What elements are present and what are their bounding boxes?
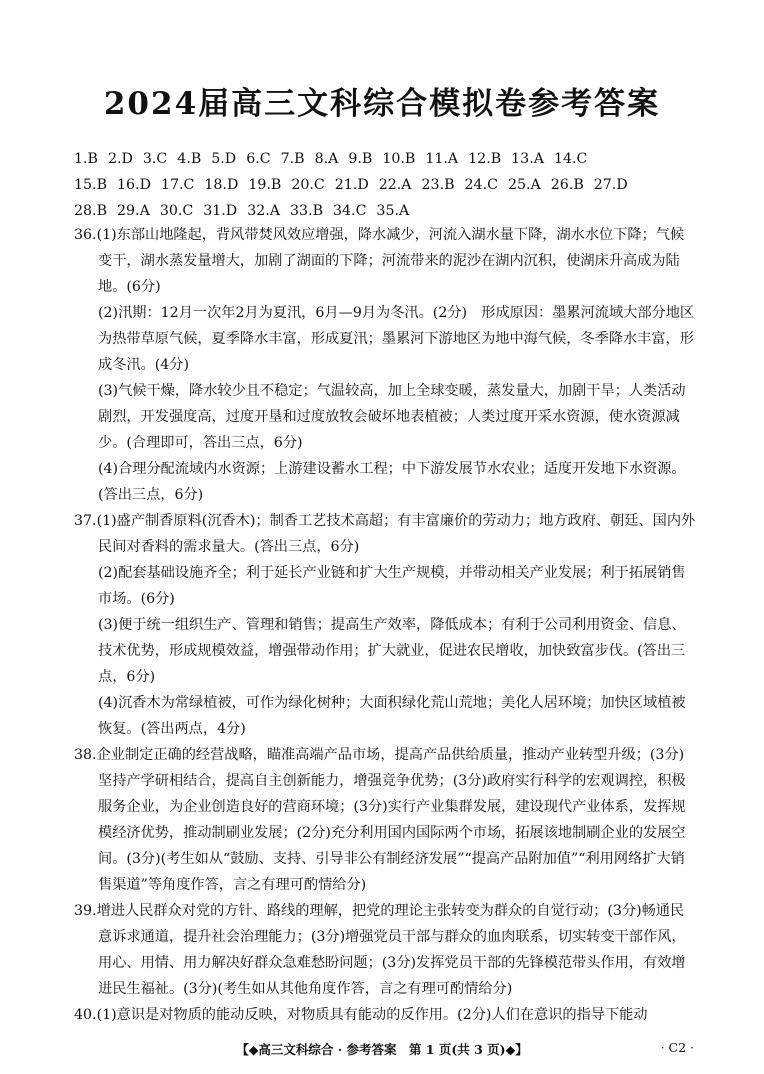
answer-item: 31.D: [203, 203, 238, 219]
answer-item: 12.B: [468, 151, 502, 167]
answer-item: 14.C: [553, 151, 588, 167]
answer-row: [74, 172, 714, 198]
answer-text: (1)盛产制香原料(沉香木)；制香工艺技术高超；有丰富廉价的劳动力；地方政府、朝廷、国内外民间对香料的需求量大。(答出三点，6分): [96, 513, 696, 555]
answer-item: 17.C: [160, 177, 195, 193]
answer-item: 22.A: [378, 177, 412, 193]
question-number: 39.: [74, 903, 97, 919]
question-answer: [74, 1002, 696, 1028]
question-answer: [74, 742, 696, 898]
answer-text: (1)意识是对物质的能动反映，对物质具有能动的反作用。(2分)人们在意识的指导下能动: [96, 1007, 648, 1023]
answer-text: (4)沉香木为常绿植被，可作为绿化树种；大面积绿化荒山荒地；美化人居环境；加快区域植被恢复。(答出两点，4分): [98, 695, 686, 737]
question-first-paragraph: [74, 898, 696, 1002]
answer-item: 25.A: [507, 177, 541, 193]
answer-item: 23.B: [421, 177, 455, 193]
answer-item: 11.A: [425, 151, 459, 167]
footer-text: 【◆高三文科综合 · 参考答案 第 1 页(共 3 页)◆】: [236, 1042, 528, 1057]
question-answer: [74, 898, 696, 1002]
answer-item: 2.D: [107, 151, 133, 167]
question-first-paragraph: [74, 1002, 696, 1028]
answer-text: (2)配套基础设施齐全；利于延长产业链和扩大生产规模，并带动相关产业发展；利于拓展销售市场。(6分): [98, 565, 686, 607]
answer-item: 32.A: [247, 203, 280, 219]
answer-text: (4)合理分配流域内水资源；上游建设蓄水工程；中下游发展节水农业；适度开发地下水资源。(答出三点，6分): [98, 461, 686, 503]
answer-row: [74, 198, 714, 224]
question-answer: [74, 222, 696, 508]
page-code: · C2 ·: [660, 1040, 694, 1055]
answer-item: 28.B: [74, 203, 107, 219]
page-footer: [0, 1040, 764, 1058]
question-number: 40.: [74, 1007, 97, 1023]
answer-item: 18.D: [204, 177, 239, 193]
answer-item: 16.D: [117, 177, 151, 193]
answer-item: 30.C: [159, 203, 194, 219]
answer-item: 33.B: [290, 203, 323, 219]
answer-item: 13.A: [511, 151, 544, 167]
answer-item: 34.C: [333, 203, 367, 219]
answer-text: (3)气候干燥，降水较少且不稳定；气温较高，加上全球变暖，蒸发量大，加剧干旱；人类活动剧烈，开发强度高，过度开垦和过度放牧会破坏地表植被；人类过度开采水资源，使水资源减少。(合理即可，答出三点，6分): [98, 383, 686, 451]
question-first-paragraph: [74, 742, 696, 898]
answer-item: 1.B: [74, 151, 98, 167]
question-answer: [74, 508, 696, 742]
question-number: 37.: [74, 513, 97, 529]
essay-answers: [74, 222, 696, 1028]
answer-item: 26.B: [550, 177, 584, 193]
answer-item: 21.D: [334, 177, 369, 193]
answer-text: (3)便于统一组织生产、管理和销售；提高生产效率，降低成本；有利于公司利用资金、信息、技术优势，形成规模效益，增强带动作用；扩大就业，促进农民增收，加快致富步伐。(答出三点，6分): [98, 617, 686, 685]
answer-item: 10.B: [382, 151, 416, 167]
answer-item: 15.B: [74, 177, 107, 193]
question-first-paragraph: [74, 222, 696, 300]
answer-item: 24.C: [464, 177, 498, 193]
question-first-paragraph: [74, 508, 696, 560]
answer-text: 增进人民群众对党的方针、路线的理解，把党的理论主张转变为群众的自觉行动；(3分)畅通民意诉求通道，提升社会治理能力；(3分)增强党员干部与群众的血肉联系，切实转变干部作风，用心、用情、用力解决好群众急难愁盼问题；(3分)发挥党员干部的先锋模范带头作用，有效增进民生福祉。(3分)(考生如从其他角度作答，言之有理可酌情给分): [96, 903, 686, 997]
answer-item: 4.B: [177, 151, 202, 167]
answer-item: 9.B: [348, 151, 373, 167]
multiple-choice-answers: [74, 146, 714, 224]
answer-text: (1)东部山地隆起，背风带焚风效应增强，降水减少，河流入湖水量下降，湖水水位下降；气候变干，湖水蒸发量增大，加剧了湖面的下降；河流带来的泥沙在湖内沉积，使湖床升高成为陆地。(6分): [96, 227, 685, 295]
answer-item: 35.A: [376, 203, 410, 219]
answer-item: 29.A: [117, 203, 150, 219]
answer-text: (2)汛期：12月一次年2月为夏汛，6月—9月为冬汛。(2分) 形成原因：墨累河流域大部分地区为热带草原气候，夏季降水丰富，形成夏汛；墨累河下游地区为地中海气候，冬季降水丰富，形成冬汛。(4分): [98, 305, 695, 373]
answer-item: 27.D: [593, 177, 628, 193]
answer-item: 3.C: [142, 151, 168, 167]
question-number: 36.: [74, 227, 97, 243]
answer-item: 19.B: [248, 177, 282, 193]
answer-item: 7.B: [280, 151, 305, 167]
answer-item: 5.D: [211, 151, 237, 167]
answer-item: 6.C: [246, 151, 271, 167]
answer-item: 8.A: [314, 151, 339, 167]
answer-item: 20.C: [291, 177, 325, 193]
answer-text: 企业制定正确的经营战略，瞄准高端产品市场，提高产品供给质量，推动产业转型升级；(3分)坚持产学研相结合，提高自主创新能力，增强竞争优势；(3分)政府实行科学的宏观调控，积极服务企业，为企业创造良好的营商环境；(3分)实行产业集群发展，建设现代产业体系，发挥规模经济优势，推动制刷业发展；(2分)充分利用国内国际两个市场，拓展该地制刷企业的发展空间。(3分)(考生如从“鼓励、支持、引导非公有制经济发展”“提高产品附加值”“利用网络扩大销售渠道”等角度作答，言之有理可酌情给分): [96, 747, 686, 893]
question-number: 38.: [74, 747, 97, 763]
answer-row: [74, 146, 714, 172]
page-title: 2024届高三文科综合模拟卷参考答案: [103, 86, 661, 122]
